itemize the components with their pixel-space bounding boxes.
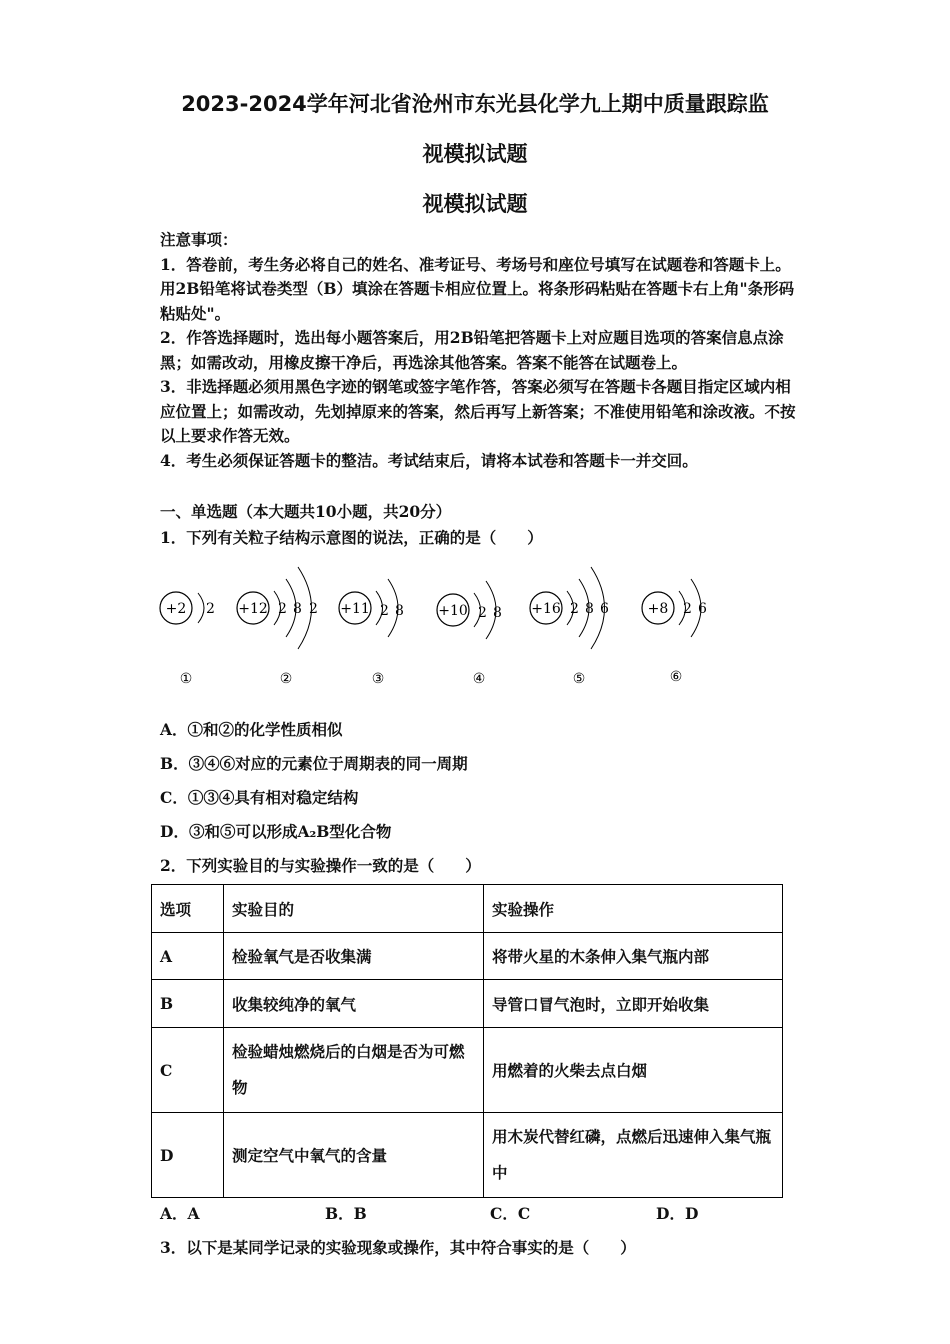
question-1-option-b: B．③④⑥对应的元素位于周期表的同一周期 [160, 754, 468, 773]
doc-title-line2: 视模拟试题 [422, 142, 528, 166]
experiment-table [151, 884, 783, 1198]
table-cell: A [152, 933, 224, 980]
table-cell: 用燃着的火柴去点白烟 [484, 1028, 783, 1113]
table-row [152, 1028, 783, 1113]
electron-count: 2 [380, 603, 389, 619]
question-1-stem: 1．下列有关粒子结构示意图的说法，正确的是（ ） [160, 528, 543, 547]
electron-count: 6 [600, 601, 609, 617]
electron-count: 8 [293, 601, 302, 617]
electron-count: 6 [698, 601, 707, 617]
atom-diagram-4 [437, 581, 502, 687]
table-cell: D [152, 1113, 224, 1198]
atom-nucleus: +12 [238, 601, 268, 617]
table-cell: 收集较纯净的氧气 [224, 980, 484, 1028]
atom-nucleus: +2 [165, 601, 187, 617]
table-header-cell: 实验目的 [224, 885, 484, 933]
notes [160, 228, 800, 473]
question-2-answer-d: D．D [656, 1204, 699, 1223]
notes-item: 3．非选择题必须用黑色字迹的钢笔或签字笔作答，答案必须写在答题卡各题目指定区域内相应位置上；如需改动，先划掉原来的答案，然后再写上新答案；不准使用铅笔和涂改液。不按以上要求作答无效。 [160, 377, 796, 445]
atom-nucleus: +11 [340, 601, 370, 617]
question-2-answer-b: B．B [325, 1204, 367, 1223]
electron-count: 8 [493, 605, 502, 621]
question-3-stem: 3．以下是某同学记录的实验现象或操作，其中符合事实的是（ ） [160, 1238, 636, 1257]
question-2-answer-a: A．A [160, 1204, 200, 1223]
table-cell: C [152, 1028, 224, 1113]
table-cell: B [152, 980, 224, 1028]
electron-count: 2 [683, 601, 692, 617]
electron-count: 8 [585, 601, 594, 617]
table-cell: 检验蜡烛燃烧后的白烟是否为可燃物 [224, 1028, 484, 1113]
notes-item: 2．作答选择题时，选出每小题答案后，用2B铅笔把答题卡上对应题目选项的答案信息点涂黑；如需改动，用橡皮擦干净后，再选涂其他答案。答案不能答在试题卷上。 [160, 328, 784, 372]
atom-label: ③ [371, 671, 385, 687]
table-cell: 将带火星的木条伸入集气瓶内部 [484, 933, 783, 980]
table-row [152, 933, 783, 980]
table-header-cell: 选项 [152, 885, 224, 933]
question-1-option-d: D．③和⑤可以形成A₂B型化合物 [160, 822, 392, 841]
question-1-option-a: A．①和②的化学性质相似 [160, 720, 343, 739]
atom-label: ⑤ [572, 671, 586, 687]
atom-label: ① [179, 671, 193, 687]
atom-nucleus: +16 [531, 601, 561, 617]
atom-nucleus: +8 [647, 601, 669, 617]
atom-structure-diagrams [150, 555, 750, 695]
electron-count: 8 [395, 603, 404, 619]
atom-diagram-3 [339, 579, 404, 687]
atom-diagram-6 [642, 579, 707, 685]
table-cell: 用木炭代替红磷，点燃后迅速伸入集气瓶中 [484, 1113, 783, 1198]
section-heading: 一、单选题（本大题共10小题，共20分） [160, 502, 452, 521]
notes-heading: 注意事项： [160, 230, 238, 249]
atom-nucleus: +10 [438, 603, 468, 619]
electron-count: 2 [570, 601, 579, 617]
electron-count: 2 [478, 605, 487, 621]
table-row [152, 1113, 783, 1198]
electron-count: 2 [309, 601, 318, 617]
question-1-option-c: C．①③④具有相对稳定结构 [160, 788, 359, 807]
table-cell: 测定空气中氧气的含量 [224, 1113, 484, 1198]
notes-item: 4．考生必须保证答题卡的整洁。考试结束后，请将本试卷和答题卡一并交回。 [160, 450, 698, 470]
atom-diagram-2 [237, 567, 318, 687]
atom-label: ④ [472, 671, 486, 687]
table-header-cell: 实验操作 [484, 885, 783, 933]
atom-label: ⑥ [669, 669, 683, 685]
electron-count: 2 [278, 601, 287, 617]
atom-diagram-5 [530, 567, 609, 687]
atom-diagram-1 [160, 592, 215, 687]
table-cell: 导管口冒气泡时，立即开始收集 [484, 980, 783, 1028]
table-header-row [152, 885, 783, 933]
notes-item: 1．答卷前，考生务必将自己的姓名、准考证号、考场号和座位号填写在试题卷和答题卡上。用2B铅笔将试卷类型（B）填涂在答题卡相应位置上。将条形码粘贴在答题卡右上角"条形码粘贴处"。 [160, 254, 795, 323]
question-2-stem: 2．下列实验目的与实验操作一致的是（ ） [160, 856, 481, 875]
electron-count: 2 [206, 601, 215, 617]
table-cell: 检验氧气是否收集满 [224, 933, 484, 980]
atom-label: ② [279, 671, 293, 687]
question-2-answer-c: C．C [490, 1204, 531, 1223]
doc-title-line3: 视模拟试题 [422, 192, 528, 216]
table-row [152, 980, 783, 1028]
doc-title-line1: 2023-2024学年河北省沧州市东光县化学九上期中质量跟踪监 [181, 92, 769, 116]
